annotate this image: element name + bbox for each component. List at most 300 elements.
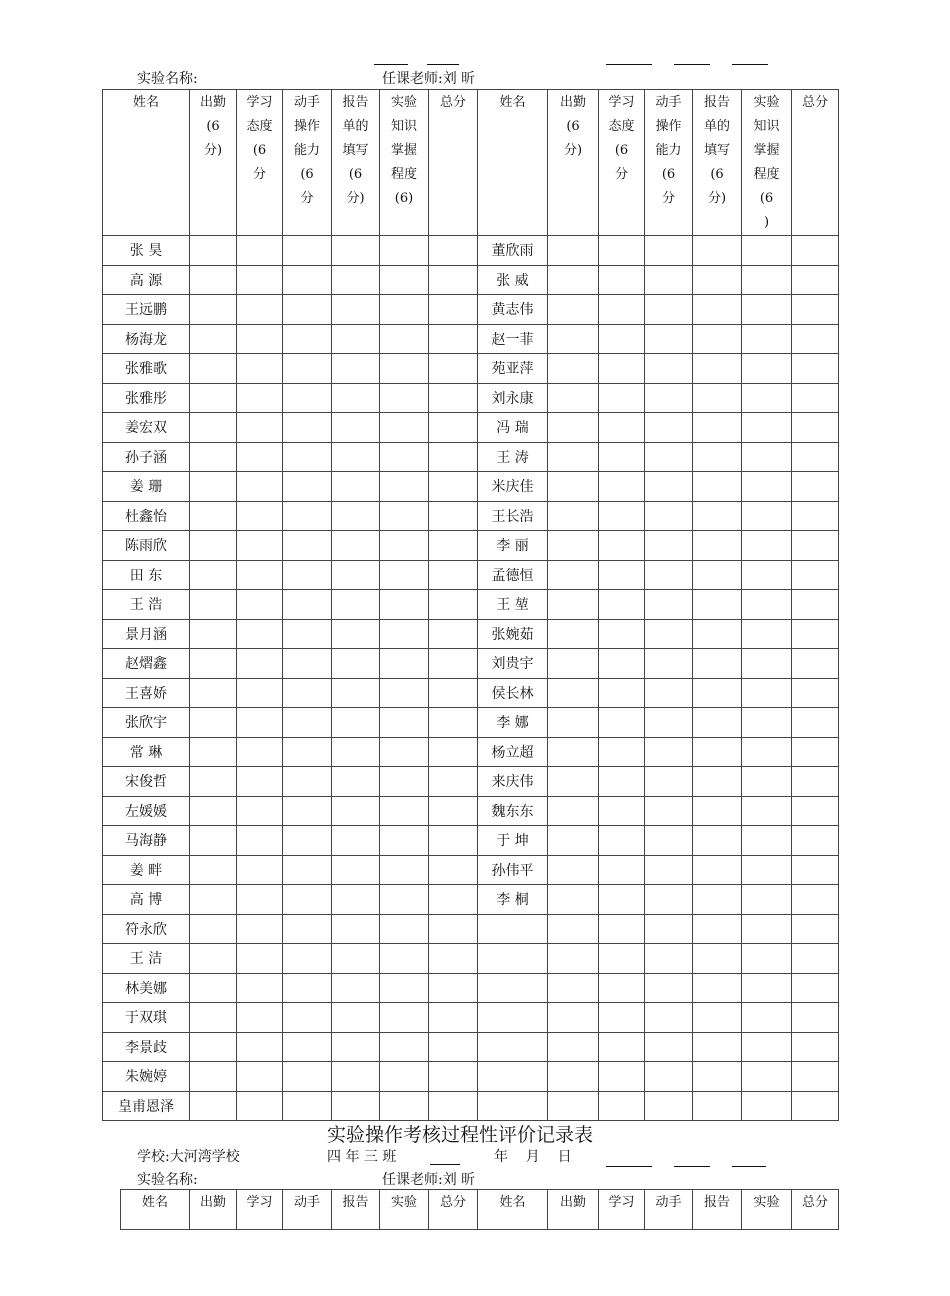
score-cell[interactable] [645,767,693,797]
score-cell[interactable] [742,501,792,531]
score-cell[interactable] [283,649,332,679]
score-cell[interactable] [429,678,478,708]
score-cell[interactable] [429,472,478,502]
score-cell[interactable] [190,914,237,944]
score-cell[interactable] [283,767,332,797]
score-cell[interactable] [380,1003,429,1033]
score-cell[interactable] [429,855,478,885]
score-cell[interactable] [332,619,380,649]
score-cell[interactable] [429,944,478,974]
score-cell[interactable] [237,914,283,944]
score-cell[interactable] [548,560,599,590]
score-cell[interactable] [792,1032,839,1062]
score-cell[interactable] [693,236,742,266]
score-cell[interactable] [645,531,693,561]
score-cell[interactable] [693,767,742,797]
score-cell[interactable] [332,708,380,738]
score-cell[interactable] [645,501,693,531]
score-cell[interactable] [429,413,478,443]
score-cell[interactable] [190,472,237,502]
score-cell[interactable] [429,796,478,826]
score-cell[interactable] [283,442,332,472]
score-cell[interactable] [742,590,792,620]
score-cell[interactable] [283,973,332,1003]
score-cell[interactable] [548,944,599,974]
score-cell[interactable] [429,236,478,266]
score-cell[interactable] [792,619,839,649]
score-cell[interactable] [283,826,332,856]
score-cell[interactable] [742,413,792,443]
score-cell[interactable] [190,265,237,295]
score-cell[interactable] [237,265,283,295]
score-cell[interactable] [332,944,380,974]
score-cell[interactable] [190,590,237,620]
score-cell[interactable] [548,531,599,561]
score-cell[interactable] [380,472,429,502]
score-cell[interactable] [283,737,332,767]
score-cell[interactable] [283,1032,332,1062]
score-cell[interactable] [190,295,237,325]
score-cell[interactable] [792,885,839,915]
score-cell[interactable] [645,1091,693,1121]
score-cell[interactable] [283,560,332,590]
score-cell[interactable] [693,413,742,443]
score-cell[interactable] [332,973,380,1003]
score-cell[interactable] [237,885,283,915]
score-cell[interactable] [380,236,429,266]
score-cell[interactable] [693,1062,742,1092]
score-cell[interactable] [645,914,693,944]
score-cell[interactable] [645,649,693,679]
score-cell[interactable] [283,265,332,295]
score-cell[interactable] [645,944,693,974]
score-cell[interactable] [429,560,478,590]
score-cell[interactable] [693,354,742,384]
score-cell[interactable] [237,708,283,738]
score-cell[interactable] [693,472,742,502]
score-cell[interactable] [283,295,332,325]
score-cell[interactable] [742,236,792,266]
score-cell[interactable] [792,295,839,325]
score-cell[interactable] [693,531,742,561]
score-cell[interactable] [332,324,380,354]
score-cell[interactable] [792,442,839,472]
score-cell[interactable] [693,678,742,708]
score-cell[interactable] [332,354,380,384]
score-cell[interactable] [742,708,792,738]
score-cell[interactable] [237,354,283,384]
score-cell[interactable] [237,855,283,885]
score-cell[interactable] [190,1032,237,1062]
score-cell[interactable] [792,590,839,620]
score-cell[interactable] [429,1003,478,1033]
score-cell[interactable] [548,1091,599,1121]
score-cell[interactable] [237,501,283,531]
score-cell[interactable] [645,560,693,590]
score-cell[interactable] [237,737,283,767]
score-cell[interactable] [429,383,478,413]
score-cell[interactable] [548,501,599,531]
score-cell[interactable] [548,855,599,885]
score-cell[interactable] [792,1003,839,1033]
score-cell[interactable] [190,708,237,738]
score-cell[interactable] [693,944,742,974]
score-cell[interactable] [742,442,792,472]
score-cell[interactable] [742,767,792,797]
score-cell[interactable] [693,619,742,649]
score-cell[interactable] [429,501,478,531]
score-cell[interactable] [332,885,380,915]
score-cell[interactable] [792,914,839,944]
score-cell[interactable] [792,236,839,266]
score-cell[interactable] [693,442,742,472]
score-cell[interactable] [548,1003,599,1033]
score-cell[interactable] [332,501,380,531]
score-cell[interactable] [645,1003,693,1033]
score-cell[interactable] [283,1062,332,1092]
score-cell[interactable] [332,531,380,561]
score-cell[interactable] [742,531,792,561]
score-cell[interactable] [332,826,380,856]
score-cell[interactable] [283,708,332,738]
score-cell[interactable] [283,914,332,944]
score-cell[interactable] [645,442,693,472]
score-cell[interactable] [237,1091,283,1121]
score-cell[interactable] [742,826,792,856]
score-cell[interactable] [380,767,429,797]
score-cell[interactable] [742,619,792,649]
score-cell[interactable] [742,796,792,826]
score-cell[interactable] [599,560,645,590]
score-cell[interactable] [645,678,693,708]
score-cell[interactable] [380,973,429,1003]
score-cell[interactable] [380,295,429,325]
score-cell[interactable] [599,737,645,767]
score-cell[interactable] [190,796,237,826]
score-cell[interactable] [283,619,332,649]
score-cell[interactable] [237,383,283,413]
score-cell[interactable] [693,1032,742,1062]
score-cell[interactable] [693,708,742,738]
score-cell[interactable] [283,885,332,915]
score-cell[interactable] [693,560,742,590]
score-cell[interactable] [792,501,839,531]
score-cell[interactable] [380,560,429,590]
score-cell[interactable] [380,944,429,974]
score-cell[interactable] [792,560,839,590]
score-cell[interactable] [548,767,599,797]
score-cell[interactable] [599,914,645,944]
score-cell[interactable] [792,265,839,295]
score-cell[interactable] [190,737,237,767]
score-cell[interactable] [792,324,839,354]
score-cell[interactable] [599,354,645,384]
score-cell[interactable] [693,796,742,826]
score-cell[interactable] [645,324,693,354]
score-cell[interactable] [332,383,380,413]
score-cell[interactable] [645,295,693,325]
score-cell[interactable] [548,1032,599,1062]
score-cell[interactable] [283,324,332,354]
score-cell[interactable] [693,265,742,295]
score-cell[interactable] [380,324,429,354]
score-cell[interactable] [283,413,332,443]
score-cell[interactable] [429,1032,478,1062]
score-cell[interactable] [332,649,380,679]
score-cell[interactable] [599,236,645,266]
score-cell[interactable] [548,885,599,915]
score-cell[interactable] [429,619,478,649]
score-cell[interactable] [742,560,792,590]
score-cell[interactable] [792,649,839,679]
score-cell[interactable] [237,649,283,679]
score-cell[interactable] [380,885,429,915]
score-cell[interactable] [429,737,478,767]
score-cell[interactable] [548,472,599,502]
score-cell[interactable] [548,826,599,856]
score-cell[interactable] [190,973,237,1003]
score-cell[interactable] [283,590,332,620]
score-cell[interactable] [429,324,478,354]
score-cell[interactable] [190,442,237,472]
score-cell[interactable] [599,855,645,885]
score-cell[interactable] [190,885,237,915]
score-cell[interactable] [645,1032,693,1062]
score-cell[interactable] [792,1062,839,1092]
score-cell[interactable] [190,1003,237,1033]
score-cell[interactable] [332,855,380,885]
score-cell[interactable] [429,295,478,325]
score-cell[interactable] [190,324,237,354]
score-cell[interactable] [742,324,792,354]
score-cell[interactable] [429,708,478,738]
score-cell[interactable] [237,236,283,266]
score-cell[interactable] [742,885,792,915]
score-cell[interactable] [332,767,380,797]
score-cell[interactable] [429,885,478,915]
score-cell[interactable] [693,501,742,531]
score-cell[interactable] [237,678,283,708]
score-cell[interactable] [237,1062,283,1092]
score-cell[interactable] [237,796,283,826]
score-cell[interactable] [599,826,645,856]
score-cell[interactable] [332,914,380,944]
score-cell[interactable] [283,472,332,502]
score-cell[interactable] [742,944,792,974]
score-cell[interactable] [283,1003,332,1033]
score-cell[interactable] [599,295,645,325]
score-cell[interactable] [645,472,693,502]
score-cell[interactable] [332,560,380,590]
score-cell[interactable] [380,442,429,472]
score-cell[interactable] [283,796,332,826]
score-cell[interactable] [599,265,645,295]
score-cell[interactable] [548,236,599,266]
score-cell[interactable] [237,413,283,443]
score-cell[interactable] [742,1032,792,1062]
score-cell[interactable] [548,413,599,443]
score-cell[interactable] [599,678,645,708]
score-cell[interactable] [380,914,429,944]
score-cell[interactable] [645,826,693,856]
score-cell[interactable] [190,236,237,266]
score-cell[interactable] [742,914,792,944]
score-cell[interactable] [548,649,599,679]
score-cell[interactable] [548,295,599,325]
score-cell[interactable] [332,413,380,443]
score-cell[interactable] [792,796,839,826]
score-cell[interactable] [599,796,645,826]
score-cell[interactable] [283,501,332,531]
score-cell[interactable] [693,295,742,325]
score-cell[interactable] [599,767,645,797]
score-cell[interactable] [693,1091,742,1121]
score-cell[interactable] [237,944,283,974]
score-cell[interactable] [645,737,693,767]
score-cell[interactable] [190,1091,237,1121]
score-cell[interactable] [742,472,792,502]
score-cell[interactable] [742,973,792,1003]
score-cell[interactable] [283,944,332,974]
score-cell[interactable] [237,973,283,1003]
score-cell[interactable] [645,619,693,649]
score-cell[interactable] [693,855,742,885]
score-cell[interactable] [429,826,478,856]
score-cell[interactable] [380,1062,429,1092]
score-cell[interactable] [332,236,380,266]
score-cell[interactable] [237,767,283,797]
score-cell[interactable] [283,236,332,266]
score-cell[interactable] [332,1032,380,1062]
score-cell[interactable] [190,649,237,679]
score-cell[interactable] [548,1062,599,1092]
score-cell[interactable] [742,1091,792,1121]
score-cell[interactable] [380,649,429,679]
score-cell[interactable] [190,678,237,708]
score-cell[interactable] [332,265,380,295]
score-cell[interactable] [742,678,792,708]
score-cell[interactable] [599,590,645,620]
score-cell[interactable] [742,295,792,325]
score-cell[interactable] [645,236,693,266]
score-cell[interactable] [190,826,237,856]
score-cell[interactable] [792,767,839,797]
score-cell[interactable] [332,295,380,325]
score-cell[interactable] [693,973,742,1003]
score-cell[interactable] [693,590,742,620]
score-cell[interactable] [429,1091,478,1121]
score-cell[interactable] [237,619,283,649]
score-cell[interactable] [645,590,693,620]
score-cell[interactable] [548,442,599,472]
score-cell[interactable] [645,885,693,915]
score-cell[interactable] [599,1003,645,1033]
score-cell[interactable] [429,973,478,1003]
score-cell[interactable] [599,501,645,531]
score-cell[interactable] [190,767,237,797]
score-cell[interactable] [380,855,429,885]
score-cell[interactable] [645,796,693,826]
score-cell[interactable] [599,1062,645,1092]
score-cell[interactable] [548,590,599,620]
score-cell[interactable] [548,914,599,944]
score-cell[interactable] [792,826,839,856]
score-cell[interactable] [548,324,599,354]
score-cell[interactable] [645,354,693,384]
score-cell[interactable] [792,472,839,502]
score-cell[interactable] [190,560,237,590]
score-cell[interactable] [742,855,792,885]
score-cell[interactable] [548,737,599,767]
score-cell[interactable] [190,501,237,531]
score-cell[interactable] [742,265,792,295]
score-cell[interactable] [429,914,478,944]
score-cell[interactable] [283,531,332,561]
score-cell[interactable] [237,826,283,856]
score-cell[interactable] [645,973,693,1003]
score-cell[interactable] [380,354,429,384]
score-cell[interactable] [599,944,645,974]
score-cell[interactable] [599,619,645,649]
score-cell[interactable] [190,383,237,413]
score-cell[interactable] [283,678,332,708]
score-cell[interactable] [599,442,645,472]
score-cell[interactable] [380,265,429,295]
score-cell[interactable] [693,885,742,915]
score-cell[interactable] [380,413,429,443]
score-cell[interactable] [380,501,429,531]
score-cell[interactable] [380,383,429,413]
score-cell[interactable] [332,1062,380,1092]
score-cell[interactable] [548,354,599,384]
score-cell[interactable] [429,531,478,561]
score-cell[interactable] [742,1003,792,1033]
score-cell[interactable] [599,1032,645,1062]
score-cell[interactable] [548,383,599,413]
score-cell[interactable] [599,885,645,915]
score-cell[interactable] [380,1091,429,1121]
score-cell[interactable] [332,737,380,767]
score-cell[interactable] [693,826,742,856]
score-cell[interactable] [792,678,839,708]
score-cell[interactable] [693,1003,742,1033]
score-cell[interactable] [190,855,237,885]
score-cell[interactable] [792,973,839,1003]
score-cell[interactable] [332,678,380,708]
score-cell[interactable] [429,767,478,797]
score-cell[interactable] [190,413,237,443]
score-cell[interactable] [548,678,599,708]
score-cell[interactable] [190,944,237,974]
score-cell[interactable] [548,973,599,1003]
score-cell[interactable] [645,1062,693,1092]
score-cell[interactable] [429,590,478,620]
score-cell[interactable] [237,590,283,620]
score-cell[interactable] [332,442,380,472]
score-cell[interactable] [380,590,429,620]
score-cell[interactable] [237,324,283,354]
score-cell[interactable] [283,354,332,384]
score-cell[interactable] [429,354,478,384]
score-cell[interactable] [693,914,742,944]
score-cell[interactable] [792,413,839,443]
score-cell[interactable] [599,413,645,443]
score-cell[interactable] [283,383,332,413]
score-cell[interactable] [599,649,645,679]
score-cell[interactable] [599,1091,645,1121]
score-cell[interactable] [380,708,429,738]
score-cell[interactable] [237,531,283,561]
